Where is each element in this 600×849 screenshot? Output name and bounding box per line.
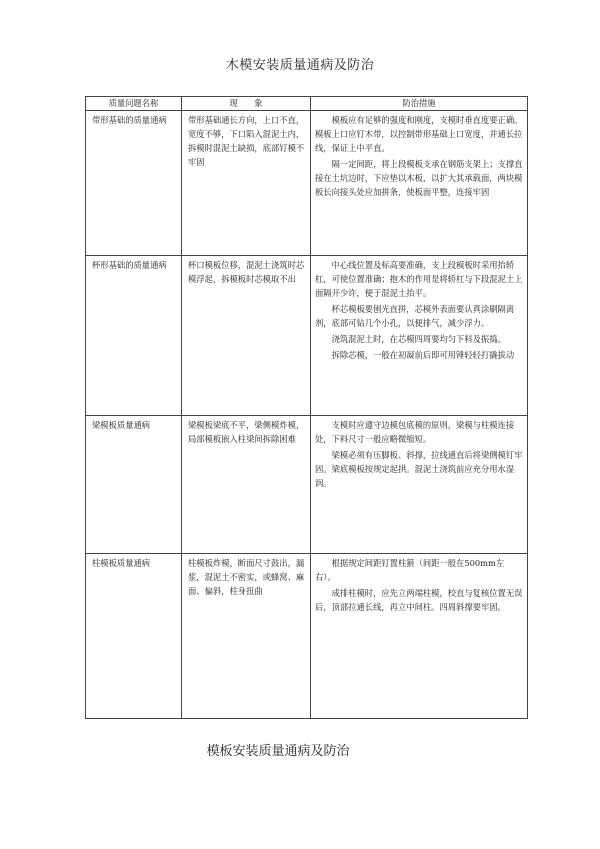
problem-cell: 杯形基础的质量通病 [86, 256, 182, 416]
measure-paragraph: 支模时应遵守边模包底模的原则，梁模与柱模连接处，下料尺寸一般应略微缩短。 [315, 420, 515, 444]
phenomenon-cell: 杯口模板位移，混泥土浇筑时芯模浮起，拆模板时芯模取不出 [182, 256, 311, 416]
phenomenon-cell: 柱模板炸模，断面尺寸鼓出，漏浆，混泥土不密实，或蜂窝、麻面、偏斜，柱身扭曲 [182, 554, 311, 719]
problem-cell: 梁模板质量通病 [86, 416, 182, 554]
measures-cell [311, 256, 528, 416]
table-row [86, 416, 528, 554]
measure-paragraph: 中心线位置及标高要准确，支上段模板时采用抬轿杠，可使位置准确；抱木的作用是将轿杠与下段混泥土上面隔开少许，便于混泥土抬平。 [315, 260, 523, 298]
measure-paragraph: 模板应有足够的强度和刚度，支模时垂直度要正确。模板上口应钉木带，以控制带形基础上口宽度，并通长拉线，保证上中平直。 [315, 115, 523, 153]
measures-cell [311, 554, 528, 719]
measure-paragraph: 拆除芯模，一般在初凝前后即可用锤轻轻打撬拔动 [331, 350, 515, 360]
measures-cell [311, 111, 528, 256]
header-prevention-measures: 防治措施 [311, 97, 528, 111]
table-row [86, 256, 528, 416]
section-heading-text: 模板安装质量通病及防治 [206, 744, 350, 759]
measure-paragraph: 隔一定间距，将上段模板支承在钢筋支架上；支撑直接在土坑边时，下应垫以木板，以扩大其承载面，两块模板长向接头处应加拼条，使板面平整，连接牢固 [315, 159, 523, 197]
quality-defects-table [85, 96, 528, 719]
phenomenon-cell: 带形基础通长方向，上口不直，宽度不够，下口陷入混泥土内，拆模时混泥土缺损，底部钉模不牢固 [182, 111, 311, 256]
measure-paragraph: 根据规定间距钉置柱箍（间距一般在500mm左右）。 [315, 558, 505, 582]
problem-cell: 柱模板质量通病 [86, 554, 182, 719]
phenomenon-cell: 梁模板梁底不平，梁侧模炸模，局部模板嵌入柱梁间拆除困难 [182, 416, 311, 554]
measure-paragraph: 成排柱模时，应先立两端柱模，校直与复核位置无误后，顶部拉通长线，再立中间柱。四周斜撑要牢固。 [315, 588, 523, 612]
document-title: 木模安装质量通病及防治 [225, 58, 375, 73]
section-heading [0, 740, 600, 759]
measure-paragraph: 梁模必须有压脚板、斜撑，拉线通直后将梁侧模钉牢固。梁底模板按规定起拱。混泥土浇筑前应充分用水湿润。 [315, 450, 523, 488]
table-header-row [86, 97, 528, 111]
header-phenomenon: 现 象 [182, 97, 311, 111]
measure-paragraph: 杯芯模板要刨光直拼，芯模外表面要认真涂刷隔离剂，底部可钻几个小孔，以便排气，减少浮力。 [315, 304, 515, 328]
measures-cell [311, 416, 528, 554]
problem-cell: 带形基础的质量通病 [86, 111, 182, 256]
table-row [86, 554, 528, 719]
table-row [86, 111, 528, 256]
measure-paragraph: 浇筑混泥土时，在芯模四周要均匀下料及振捣。 [331, 334, 506, 344]
header-problem-name: 质量问题名称 [86, 97, 182, 111]
